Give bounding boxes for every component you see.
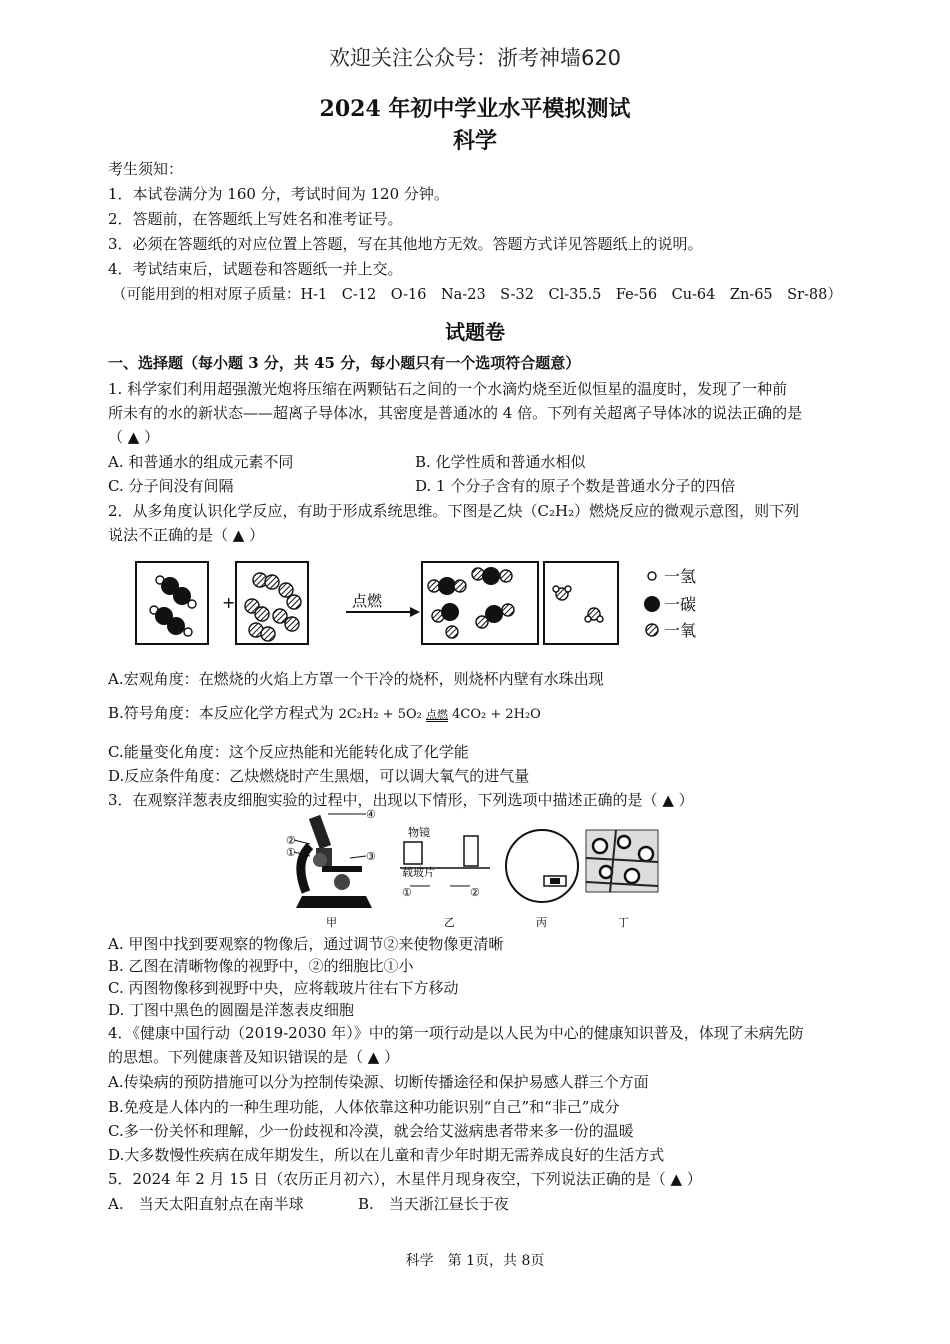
q1-stem: 1. 科学家们利用超强激光炮将压缩在两颗钻石之间的一个水滴灼烧至近似恒星的温度时，发现了一种前 (108, 380, 788, 398)
page-title: 2024 年初中学业水平模拟测试 (319, 96, 631, 122)
svg-text:丁: 丁 (618, 916, 629, 929)
q2-option-a: A.宏观角度：在燃烧的火焰上方罩一个干冷的烧杯，则烧杯内壁有水珠出现 (108, 670, 604, 688)
svg-text:物镜: 物镜 (408, 826, 430, 839)
q2-option-d: D.反应条件角度：乙炔燃烧时产生黑烟，可以调大氧气的进气量 (108, 767, 530, 785)
section-title: 试题卷 (445, 320, 505, 344)
svg-text:①: ① (402, 886, 412, 899)
subject-title: 科学 (452, 128, 497, 154)
part1-heading: 一、选择题（每小题 3 分，共 45 分，每小题只有一个选项符合题意） (108, 354, 581, 372)
q2-stem: 说法不正确的是（ ▲ ） (108, 526, 265, 544)
notice-item: 4．考试结束后，试题卷和答题纸一并上交。 (108, 260, 403, 278)
objective-lens-figure (400, 825, 490, 899)
microscope-figures (280, 806, 680, 930)
q4-stem: 的思想。下列健康普及知识错误的是（ ▲ ） (108, 1048, 400, 1066)
q2-stem: 2．从多角度认识化学反应，有助于形成系统思维。下图是乙炔（C₂H₂）燃烧反应的微观示意图，则下列 (108, 502, 800, 520)
atomic-masses: （可能用到的相对原子质量：H-1 C-12 O-16 Na-23 S-32 Cl-35.5 Fe-56 Cu-64 Zn-65 Sr-88） (112, 287, 842, 303)
svg-text:甲: 甲 (326, 916, 337, 929)
svg-text:乙: 乙 (444, 916, 455, 929)
page-footer: 科学 第 1页，共 8页 (405, 1253, 545, 1269)
q1-option-d: D. 1 个分子含有的原子个数是普通水分子的四倍 (415, 477, 736, 495)
field-of-view-figure (506, 830, 578, 902)
q5-option-b: B. 当天浙江昼长于夜 (358, 1195, 509, 1213)
q4-option-c: C.多一份关怀和理解，少一份歧视和冷漠，就会给艾滋病患者带来多一份的温暖 (108, 1122, 634, 1140)
q3-option-d: D. 丁图中黑色的圆圈是洋葱表皮细胞 (108, 1001, 355, 1019)
svg-text:丙: 丙 (536, 916, 547, 929)
header-note: 欢迎关注公众号：浙考神墙620 (328, 46, 622, 70)
notice-heading: 考生须知： (108, 160, 184, 178)
svg-text:①: ① (286, 846, 296, 859)
legend-carbon: 一碳 (664, 595, 697, 614)
q4-option-d: D.大多数慢性疾病在成年期发生，所以在儿童和青少年时期无需养成良好的生活方式 (108, 1146, 665, 1164)
svg-text:②: ② (470, 886, 480, 899)
arrow-label: 点燃 (352, 592, 383, 610)
q1-stem: （ ▲ ） (108, 428, 160, 446)
q3-option-b: B. 乙图在清晰物像的视野中，②的细胞比①小 (108, 957, 414, 975)
q4-stem: 4．《健康中国行动（2019-2030 年）》中的第一项行动是以人民为中心的健康知识普及，体现了未病先防 (108, 1024, 804, 1042)
svg-text:②: ② (286, 834, 296, 847)
q3-option-a: A. 甲图中找到要观察的物像后，通过调节②来使物像更清晰 (108, 935, 504, 953)
q1-option-c: C. 分子间没有间隔 (108, 477, 234, 495)
svg-text:载玻片: 载玻片 (402, 866, 435, 879)
svg-text:④: ④ (366, 808, 376, 821)
q5-stem: 5．2024 年 2 月 15 日（农历正月初六），木星伴月现身夜空，下列说法正确的是（ ▲ ） (108, 1170, 702, 1188)
q4-option-b: B.免疫是人体内的一种生理功能，人体依靠这种功能识别“自己”和“非己”成分 (108, 1098, 620, 1116)
q1-option-b: B. 化学性质和普通水相似 (415, 453, 586, 471)
notice-item: 1．本试卷满分为 160 分，考试时间为 120 分钟。 (108, 185, 449, 203)
q3-option-c: C. 丙图物像移到视野中央，应将载玻片往右下方移动 (108, 979, 459, 997)
plus-sign: + (222, 593, 236, 612)
q3-stem: 3．在观察洋葱表皮细胞实验的过程中，出现以下情形，下列选项中描述正确的是（ ▲ ） (108, 791, 694, 809)
notice-item: 3．必须在答题纸的对应位置上答题，写在其他地方无效。答题方式详见答题纸上的说明。 (108, 235, 703, 253)
q1-stem: 所未有的水的新状态——超离子导体冰，其密度是普通冰的 4 倍。下列有关超离子导体冰的说法正确的是 (108, 404, 803, 422)
cell-image-figure (586, 830, 658, 892)
microscope-figure (286, 808, 376, 908)
q1-option-a: A. 和普通水的组成元素不同 (108, 453, 294, 471)
notice-item: 2．答题前，在答题纸上写姓名和准考证号。 (108, 210, 403, 228)
reaction-diagram (134, 560, 734, 650)
q4-option-a: A.传染病的预防措施可以分为控制传染源、切断传播途径和保护易感人群三个方面 (108, 1073, 649, 1091)
legend-oxygen: 一氧 (664, 621, 697, 640)
q2-option-c: C.能量变化角度：这个反应热能和光能转化成了化学能 (108, 743, 469, 761)
q2-option-b: B.符号角度：本反应化学方程式为 2C₂H₂ + 5O₂ 点燃 4CO₂ + 2H₂O (108, 704, 541, 722)
legend-hydrogen: 一氢 (664, 567, 697, 586)
svg-text:③: ③ (366, 850, 376, 863)
q5-option-a: A. 当天太阳直射点在南半球 (108, 1195, 304, 1213)
